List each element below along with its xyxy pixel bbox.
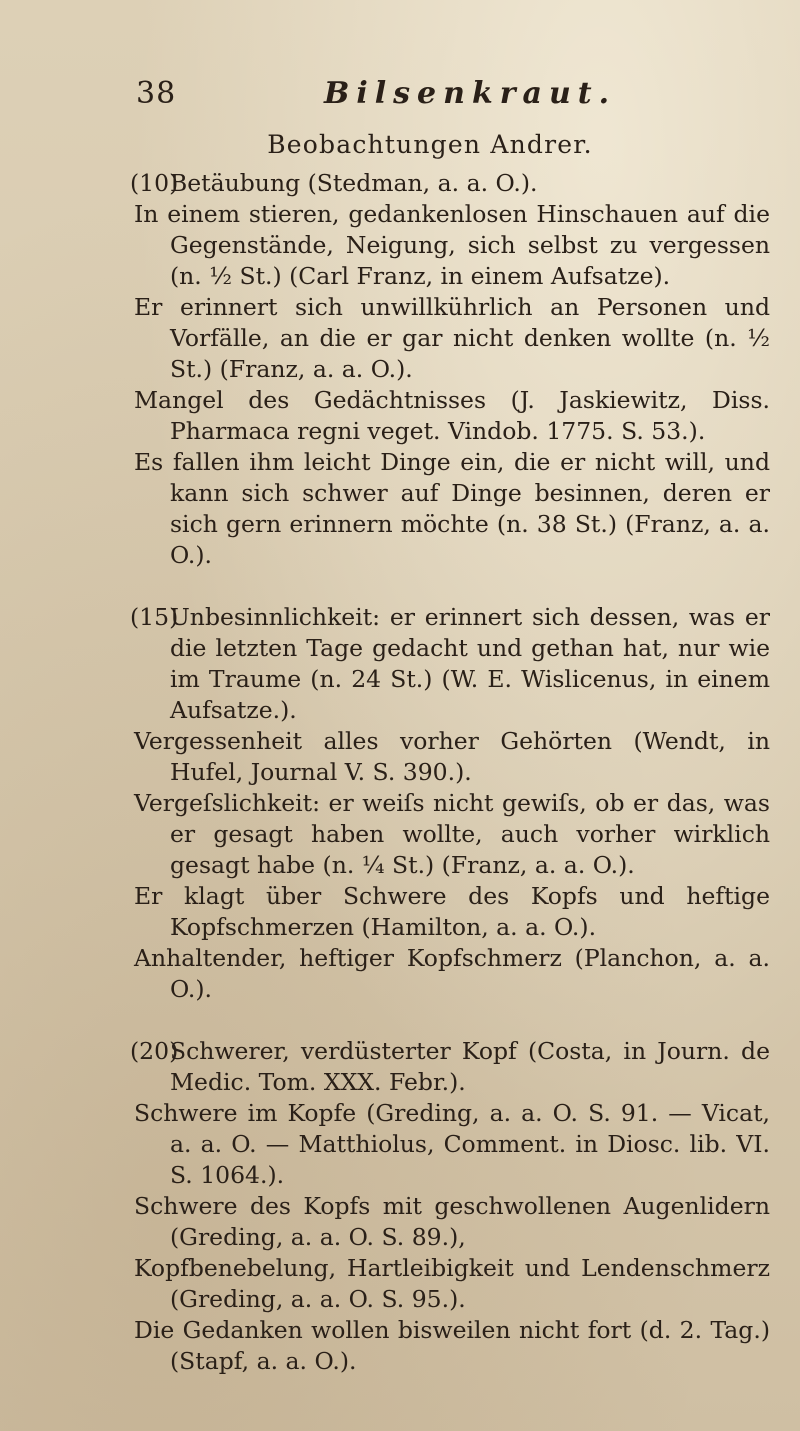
symptom-group-10 <box>130 168 770 571</box>
symptom-paragraph <box>130 1036 770 1098</box>
spacer <box>130 571 770 602</box>
symptom-paragraph: Mangel des Gedächtnisses (J. Jaskiewitz, Diss. Pharmaca regni veget. Vindob. 1775. S. 53.). <box>134 386 770 445</box>
symptom-group-15 <box>130 602 770 1005</box>
symptom-paragraph: Er erinnert sich unwillkührlich an Personen und Vorfälle, an die er gar nicht denken wollte (n. ½ St.) (Franz, a. a. O.). <box>134 293 770 383</box>
symptom-paragraph <box>130 168 770 199</box>
symptom-paragraph: Die Gedanken wollen bisweilen nicht fort (d. 2. Tag.) (Stapf, a. a. O.). <box>134 1316 770 1375</box>
page-body <box>130 168 770 1377</box>
symptom-text: Schwerer, verdüsterter Kopf (Costa, in Journ. de Medic. Tom. XXX. Febr.). <box>170 1037 770 1096</box>
symptom-group-20 <box>130 1036 770 1377</box>
symptom-paragraph: Es fallen ihm leicht Dinge ein, die er nicht will, und kann sich schwer auf Dinge besinnen, deren er sich gern erinnern möchte (n. 38 St.) (Franz, a. a. O.). <box>134 448 770 569</box>
symptom-paragraph: In einem stieren, gedankenlosen Hinschauen auf die Gegenstände, Neigung, sich selbst zu vergessen (n. ½ St.) (Carl Franz, in einem Aufsatze). <box>134 200 770 290</box>
symptom-paragraph: Schwere des Kopfs mit geschwollenen Augenlidern (Greding, a. a. O. S. 89.), <box>134 1192 770 1251</box>
page-header <box>136 76 736 116</box>
running-title: Bilsenkraut. <box>324 76 617 111</box>
symptom-paragraph: Schwere im Kopfe (Greding, a. a. O. S. 91. — Vicat, a. a. O. — Matthiolus, Comment. in Diosc. lib. VI. S. 1064.). <box>134 1099 770 1189</box>
symptom-paragraph: Er klagt über Schwere des Kopfs und heftige Kopfschmerzen (Hamilton, a. a. O.). <box>134 882 770 941</box>
symptom-paragraph <box>130 602 770 726</box>
symptom-number: (10) <box>130 169 179 197</box>
symptom-paragraph: Anhaltender, heftiger Kopfschmerz (Planchon, a. a. O.). <box>134 944 770 1003</box>
section-title: Beobachtungen Andrer. <box>267 130 593 159</box>
symptom-paragraph: Vergessenheit alles vorher Gehörten (Wendt, in Hufel, Journal V. S. 390.). <box>134 727 770 786</box>
symptom-number: (15) <box>130 603 179 631</box>
symptom-paragraph: Vergeſslichkeit: er weiſs nicht gewiſs, ob er das, was er gesagt haben wollte, auch vorher wirklich gesagt habe (n. ¼ St.) (Franz, a. a. O.). <box>134 789 770 879</box>
page-number: 38 <box>136 76 177 111</box>
spacer <box>130 1005 770 1036</box>
symptom-paragraph: Kopfbenebelung, Hartleibigkeit und Lendenschmerz (Greding, a. a. O. S. 95.). <box>134 1254 770 1313</box>
symptom-number: (20) <box>130 1037 179 1065</box>
symptom-text: Unbesinnlichkeit: er erinnert sich dessen, was er die letzten Tage gedacht und gethan hat, nur wie im Traume (n. 24 St.) (W. E. Wislicenus, in einem Aufsatze.). <box>170 603 770 724</box>
symptom-text: Betäubung (Stedman, a. a. O.). <box>170 169 538 197</box>
